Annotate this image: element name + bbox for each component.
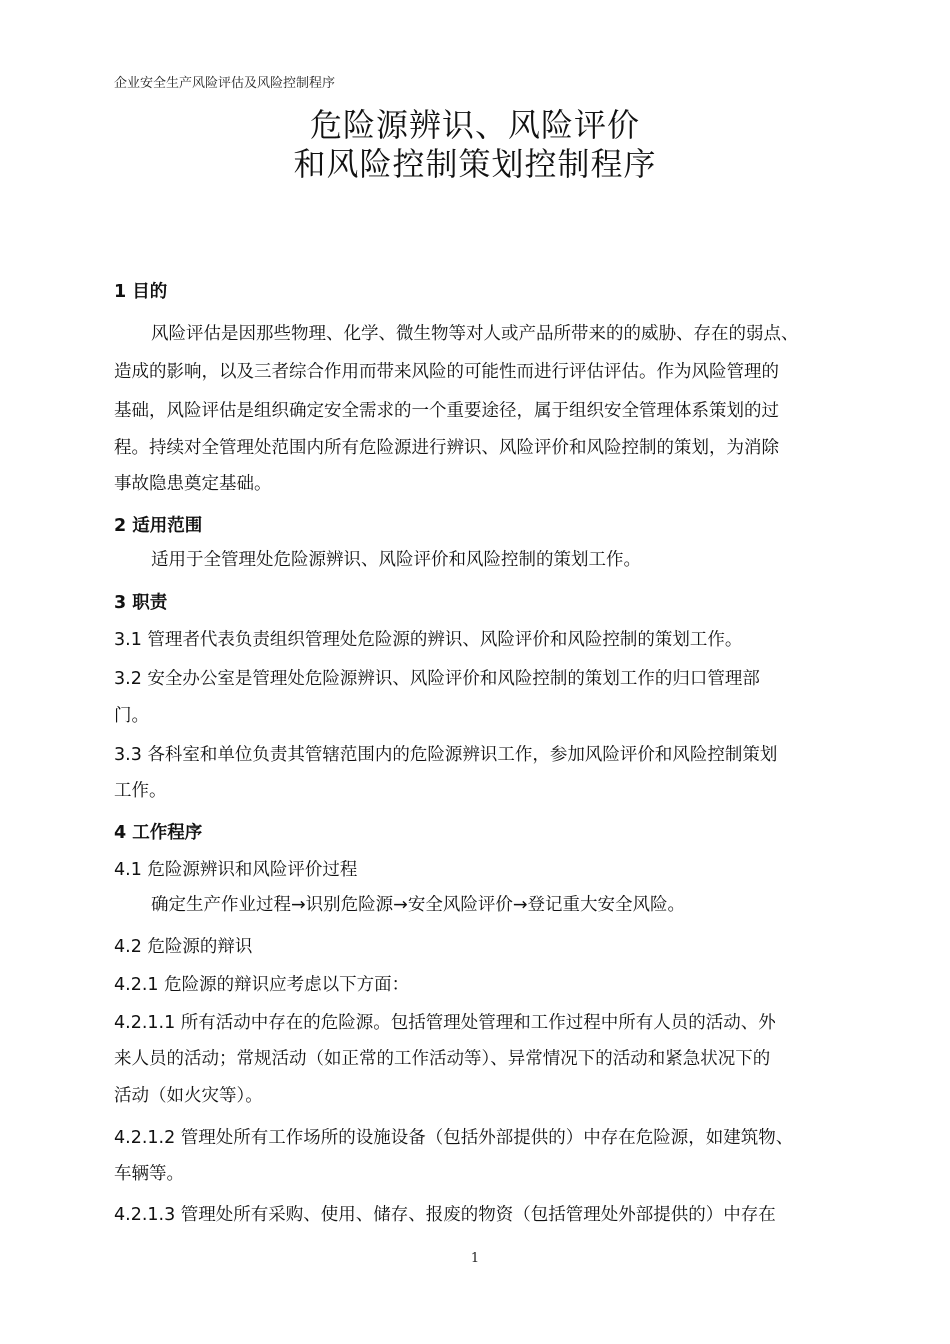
purpose-line-5: 事故隐患奠定基础。 [114,474,272,494]
section-heading-scope: 2 适用范围 [114,516,203,536]
responsibility-3-2-line-2: 门。 [114,706,149,726]
page-number: 1 [470,1251,480,1266]
responsibility-3-3-line-1: 3.3 各科室和单位负责其管辖范围内的危险源辨识工作，参加风险评价和风险控制策划 [114,745,778,765]
responsibility-3-3-line-2: 工作。 [114,781,167,801]
procedure-4-2-1-1-line-1: 4.2.1.1 所有活动中存在的危险源。包括管理处管理和工作过程中所有人员的活动、外 [114,1013,776,1033]
procedure-4-2-1-3-line-1: 4.2.1.3 管理处所有采购、使用、储存、报废的物资（包括管理处外部提供的）中存在 [114,1205,776,1225]
responsibility-3-2-line-1: 3.2 安全办公室是管理处危险源辨识、风险评价和风险控制的策划工作的归口管理部 [114,669,760,689]
procedure-4-2-1-1-line-3: 活动（如火灾等）。 [114,1086,263,1106]
purpose-line-2: 造成的影响，以及三者综合作用而带来风险的可能性而进行评估评估。作为风险管理的 [114,362,779,382]
section-heading-purpose: 1 目的 [114,282,168,302]
procedure-4-2-1-1-line-2: 来人员的活动；常规活动（如正常的工作活动等）、异常情况下的活动和紧急状况下的 [114,1049,771,1069]
running-header: 企业安全生产风险评估及风险控制程序 [114,76,336,91]
procedure-4-2-1-2-line-1: 4.2.1.2 管理处所有工作场所的设施设备（包括外部提供的）中存在危险源，如建筑物、 [114,1128,794,1148]
purpose-line-1: 风险评估是因那些物理、化学、微生物等对人或产品所带来的的威胁、存在的弱点、 [151,324,799,344]
purpose-line-3: 基础，风险评估是组织确定安全需求的一个重要途径，属于组织安全管理体系策划的过 [114,401,779,421]
procedure-4-2: 4.2 危险源的辩识 [114,937,253,957]
procedure-4-2-1-2-line-2: 车辆等。 [114,1164,184,1184]
purpose-line-4: 程。持续对全管理处范围内所有危险源进行辨识、风险评价和风险控制的策划，为消除 [114,438,779,458]
document-title-line-2: 和风险控制策划控制程序 [293,145,657,183]
scope-text: 适用于全管理处危险源辨识、风险评价和风险控制的策划工作。 [151,550,641,570]
procedure-4-2-1: 4.2.1 危险源的辩识应考虑以下方面： [114,975,410,995]
procedure-4-1: 4.1 危险源辨识和风险评价过程 [114,860,358,880]
responsibility-3-1: 3.1 管理者代表负责组织管理处危险源的辨识、风险评价和风险控制的策划工作。 [114,630,743,650]
procedure-4-1-text: 确定生产作业过程→识别危险源→安全风险评价→登记重大安全风险。 [151,895,685,915]
section-heading-procedure: 4 工作程序 [114,823,203,843]
section-heading-responsibilities: 3 职责 [114,593,168,613]
document-title-line-1: 危险源辨识、风险评价 [309,106,640,144]
